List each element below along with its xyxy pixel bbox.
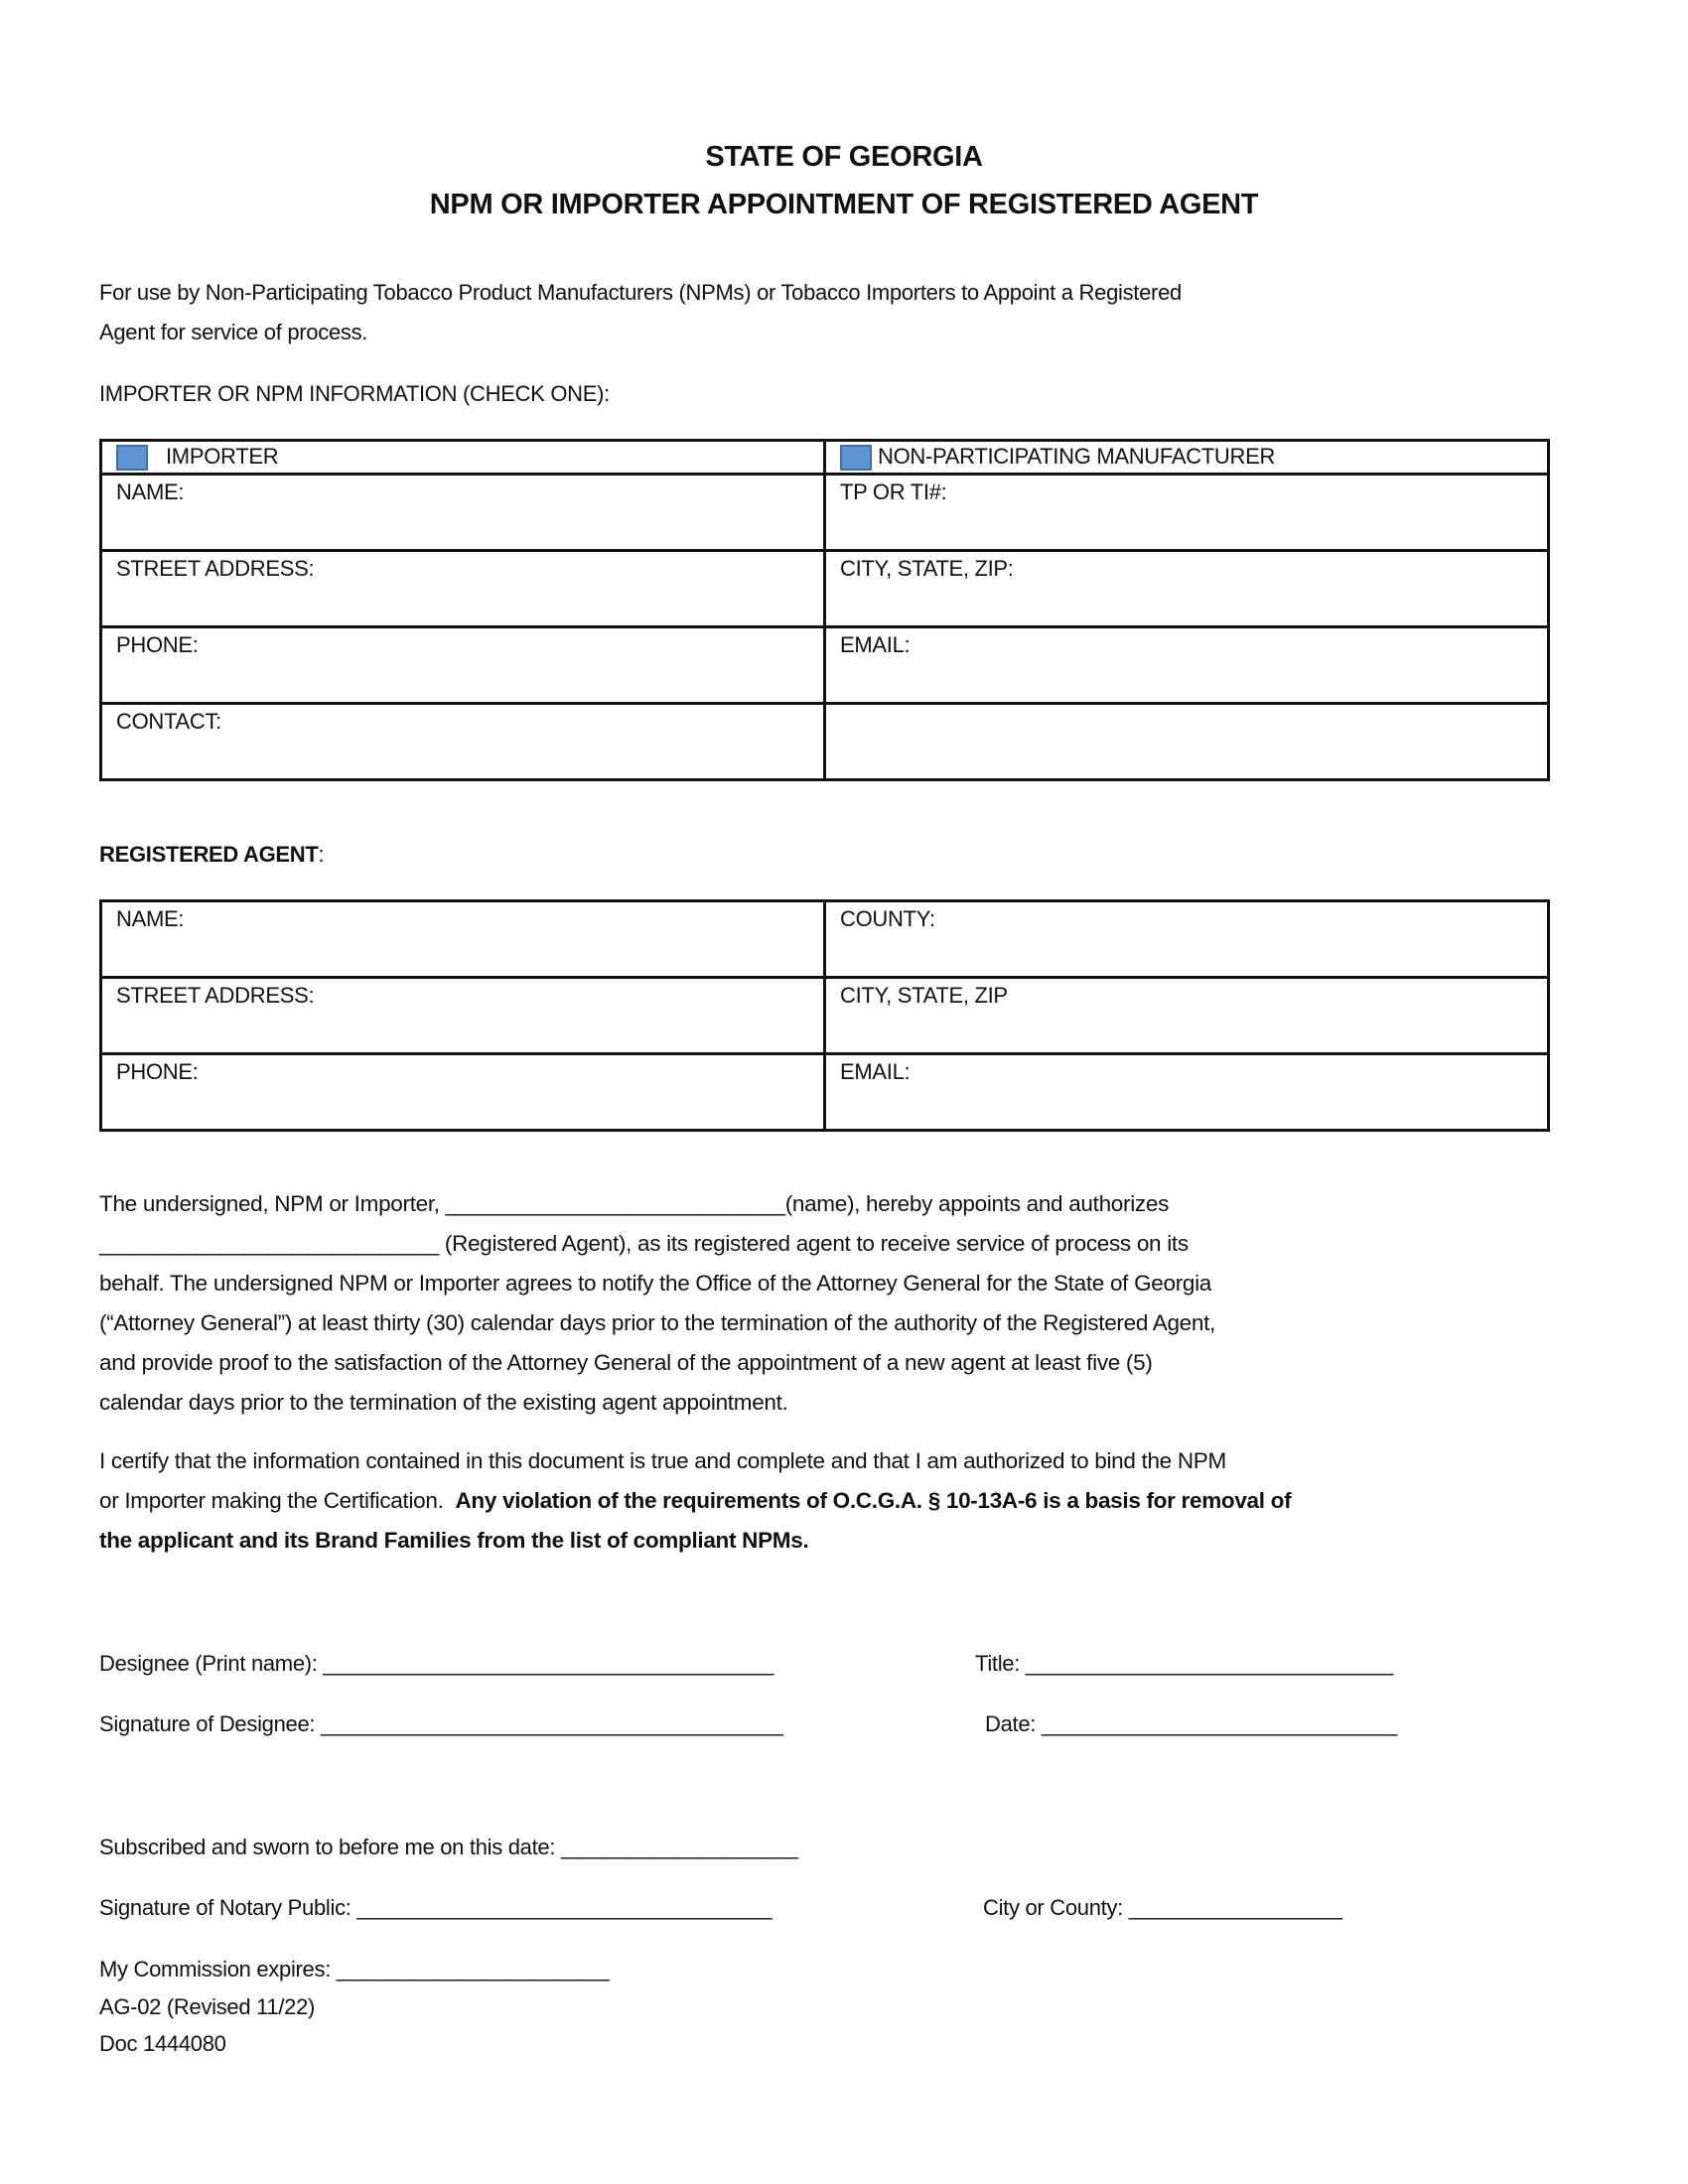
commission-expires-line[interactable]: My Commission expires: _______________________: [99, 1957, 610, 1981]
agent-name-field[interactable]: NAME:: [101, 901, 825, 978]
agent-city-field[interactable]: CITY, STATE, ZIP: [825, 978, 1549, 1054]
para-line: and provide proof to the satisfaction of the Attorney General of the appointment of a new agent at least five (5): [99, 1350, 1153, 1375]
intro-text: For use by Non-Participating Tobacco Product Manufacturers (NPMs) or Tobacco Importers to Appoint a Registered: [99, 280, 1182, 305]
para-line: The undersigned, NPM or Importer, ____________________________(name), hereby appoints and authorizes: [99, 1191, 1170, 1216]
warning-text: Any violation of the requirements of O.C.G.A. § 10-13A-6 is a basis for removal of: [455, 1488, 1292, 1513]
contact-field[interactable]: CONTACT:: [101, 704, 825, 780]
section-heading-agent: [99, 842, 324, 868]
designee-signature-line[interactable]: Signature of Designee: _______________________________________: [99, 1711, 783, 1736]
importer-option[interactable]: [101, 441, 825, 475]
title-state: STATE OF GEORGIA: [705, 141, 983, 173]
certification-paragraph: [99, 1441, 1589, 1561]
agent-heading: REGISTERED AGENT: [99, 842, 319, 867]
title-line[interactable]: Title: _______________________________: [975, 1651, 1393, 1676]
importer-label: IMPORTER: [166, 444, 279, 469]
phone-field[interactable]: PHONE:: [101, 627, 825, 704]
date-line[interactable]: Date: ______________________________: [985, 1711, 1397, 1736]
checkbox-npm[interactable]: [840, 445, 872, 471]
para-line: (“Attorney General”) at least thirty (30) calendar days prior to the termination of the authority of the Registered Agent,: [99, 1310, 1215, 1335]
warning-text-2: the applicant and its Brand Families from the list of compliant NPMs.: [99, 1528, 809, 1553]
agent-email-field[interactable]: EMAIL:: [825, 1054, 1549, 1131]
para-line: ____________________________ (Registered Agent), as its registered agent to receive service of process on its: [99, 1231, 1189, 1256]
title-form: NPM OR IMPORTER APPOINTMENT OF REGISTERED AGENT: [429, 189, 1259, 220]
empty-field[interactable]: [825, 704, 1549, 780]
form-number: AG-02 (Revised 11/22): [99, 1994, 316, 2019]
intro-text-2: Agent for service of process.: [99, 320, 368, 344]
city-county-line[interactable]: City or County: __________________: [983, 1895, 1342, 1920]
appointment-paragraph: [99, 1184, 1589, 1423]
notary-signature-line[interactable]: Signature of Notary Public: ___________________________________: [99, 1895, 773, 1920]
section-heading-importer: IMPORTER OR NPM INFORMATION (CHECK ONE):: [99, 381, 610, 406]
subscribed-date-line[interactable]: Subscribed and sworn to before me on this date: ____________________: [99, 1835, 798, 1859]
agent-phone-field[interactable]: PHONE:: [101, 1054, 825, 1131]
street-field[interactable]: STREET ADDRESS:: [101, 551, 825, 627]
importer-npm-table: [99, 439, 1550, 781]
name-field[interactable]: NAME:: [101, 475, 825, 551]
para-line: behalf. The undersigned NPM or Importer agrees to notify the Office of the Attorney General for the State of Georgia: [99, 1271, 1212, 1296]
agent-county-field[interactable]: COUNTY:: [825, 901, 1549, 978]
para-text: or Importer making the Certification.: [99, 1488, 456, 1513]
designee-name-line[interactable]: Designee (Print name): ______________________________________: [99, 1651, 774, 1676]
email-field[interactable]: EMAIL:: [825, 627, 1549, 704]
npm-label: NON-PARTICIPATING MANUFACTURER: [878, 444, 1276, 469]
registered-agent-table: [99, 899, 1550, 1132]
para-line: calendar days prior to the termination of the existing agent appointment.: [99, 1390, 788, 1415]
tp-field[interactable]: TP OR TI#:: [825, 475, 1549, 551]
checkbox-importer[interactable]: [116, 445, 148, 471]
agent-heading-colon: :: [318, 842, 325, 867]
agent-street-field[interactable]: STREET ADDRESS:: [101, 978, 825, 1054]
npm-option[interactable]: [825, 441, 1549, 475]
doc-number: Doc 1444080: [99, 2031, 226, 2056]
city-field[interactable]: CITY, STATE, ZIP:: [825, 551, 1549, 627]
para-line: I certify that the information contained in this document is true and complete and that I am authorized to bind the NPM: [99, 1448, 1226, 1473]
